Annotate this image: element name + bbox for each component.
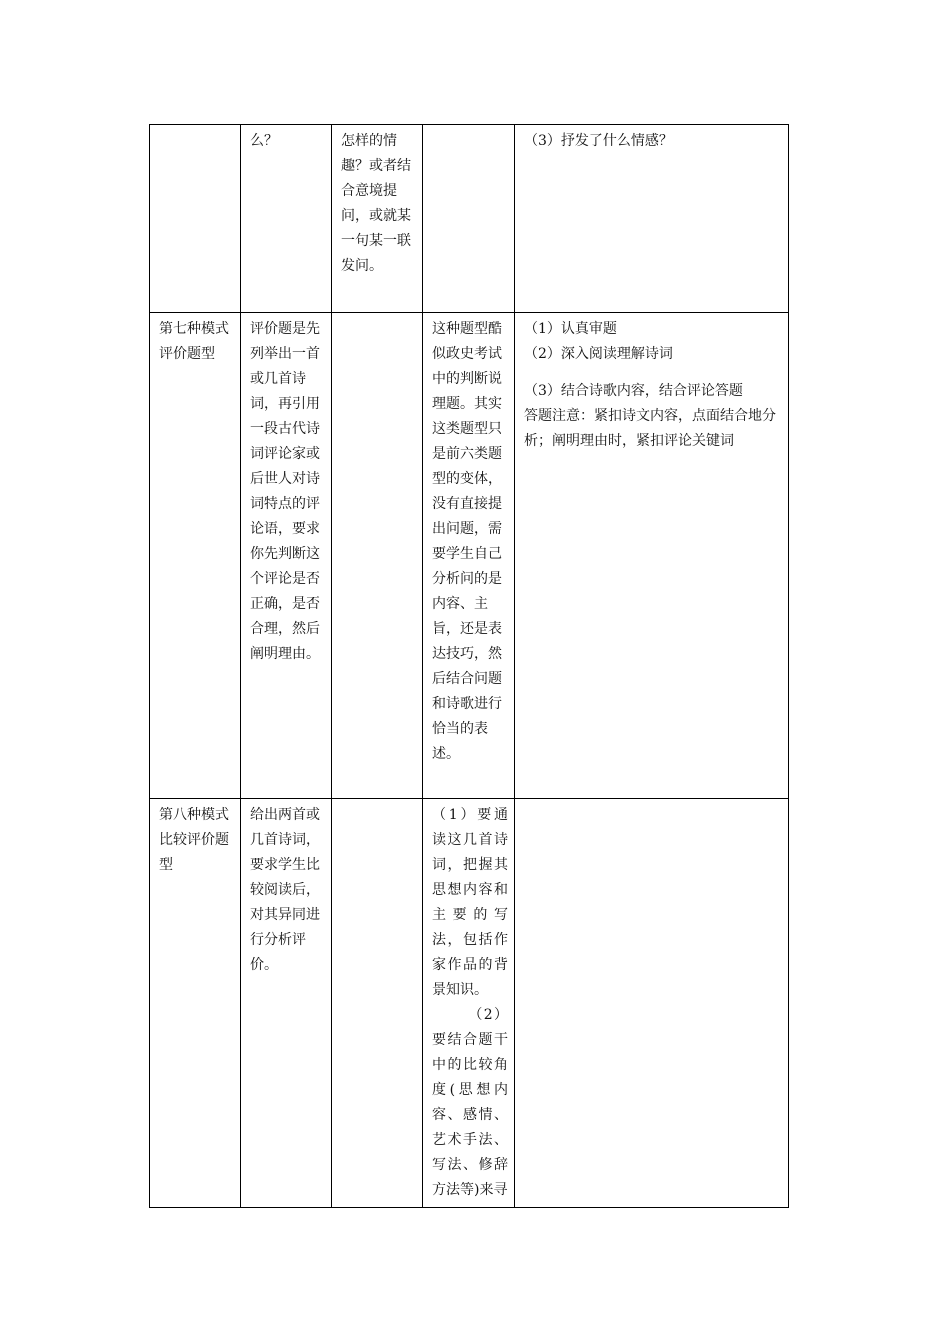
answer-method-table: [149, 124, 789, 1208]
steps-cell: [515, 799, 789, 1208]
steps-cell: （3）抒发了什么情感？: [515, 125, 789, 313]
mode-name-cell: [150, 125, 241, 313]
mode-name-cell: 第八种模式比较评价题型: [150, 799, 241, 1208]
question-form-cell: 怎样的情趣？或者结合意境提问，或就某一句某一联发问。: [332, 125, 423, 313]
analysis-cell: [423, 125, 515, 313]
steps-cell: （1）认真审题 （2）深入阅读理解诗词 （3）结合诗歌内容，结合评论答题 答题注意：紧扣诗文内容，点面结合地分析；阐明理由时，紧扣评论关键词: [515, 313, 789, 799]
analysis-cell: 这种题型酷似政史考试中的判断说理题。其实这类题型只是前六类题型的变体，没有直接提出问题，需要学生自己分析问的是内容、主旨，还是表达技巧，然后结合问题和诗歌进行恰当的表述。: [423, 313, 515, 799]
question-form-cell: [332, 799, 423, 1208]
table-row: [150, 125, 789, 313]
table-row: [150, 799, 789, 1208]
description-cell: 评价题是先列举出一首或几首诗词，再引用一段古代诗词评论家或后世人对诗词特点的评论语，要求你先判断这个评论是否正确，是否合理，然后阐明理由。: [241, 313, 332, 799]
mode-name-cell: 第七种模式评价题型: [150, 313, 241, 799]
description-cell: 么？: [241, 125, 332, 313]
analysis-cell: （1）要通读这几首诗词，把握其思想内容和主要的写法，包括作家作品的背景知识。 （2）要结合题干中的比较角度(思想内容、感情、艺术手法、写法、修辞方法等)来寻: [423, 799, 515, 1208]
description-cell: 给出两首或几首诗词，要求学生比较阅读后，对其异同进行分析评价。: [241, 799, 332, 1208]
question-form-cell: [332, 313, 423, 799]
table-row: [150, 313, 789, 799]
